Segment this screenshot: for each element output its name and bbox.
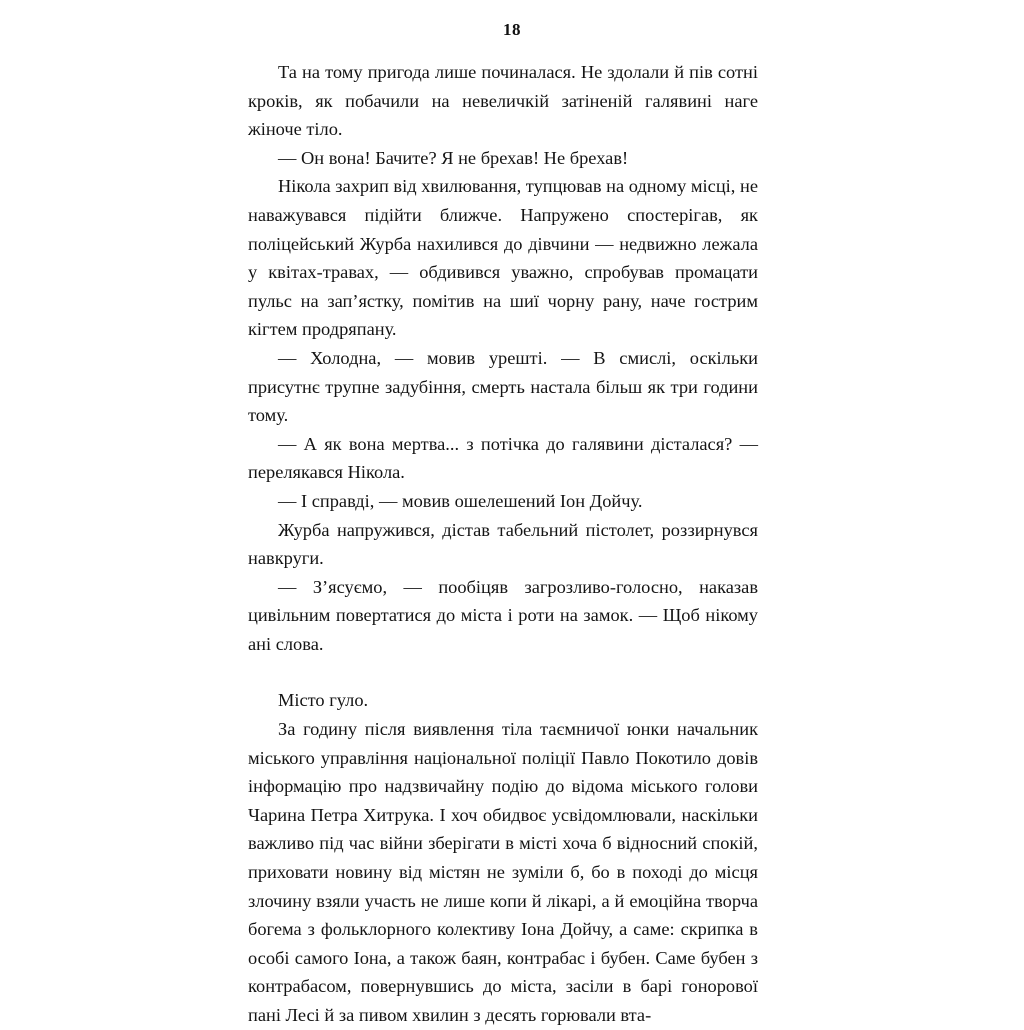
section-break — [248, 658, 758, 686]
page-number: 18 — [503, 20, 521, 39]
paragraph: За годину після виявлення тіла таємничої юнки начальник міського управління національної поліції Павло Покотило довів інформацію про надзвичайну подію до відома міського голови Чарина Петра Хитрука. І хоч обидвоє усвідомлювали, наскільки важливо під час війни зберігати в місті хоча б відносний спокій, приховати новину від містян не зуміли б, бо в поході до місця злочину взяли участь не лише копи й лікарі, а й емоційна творча богема з фольклорного колективу Іона Дойчу, а саме: скрипка в особі самого Іона, а також баян, контрабас і бубен. Саме бубен з контрабасом, повернувшись до міста, засіли в барі гонорової пані Лесі й за пивом хвилин з десять горювали вта- — [248, 719, 758, 1025]
paragraph-dialogue: — Холодна, — мовив урешті. — В смислі, оскільки присутнє трупне задубіння, смерть настала більш як три години тому. — [248, 347, 758, 426]
paragraph-dialogue: — А як вона мертва... з потічка до галявини дісталася? — перелякався Нікола. — [248, 433, 758, 483]
paragraph: Місто гуло. — [278, 690, 369, 711]
paragraph-dialogue: — І справді, — мовив ошелешений Іон Дойчу. — [278, 490, 643, 511]
paragraph: Нікола захрип від хвилювання, тупцював на одному місці, не наважувався підійти ближче. Напружено спостерігав, як поліцейський Журба нахилився до дівчини — недвижно лежала у квітах-травах, — обдивився уважно, спробував промацати пульс на зап’ястку, помітив на шиї чорну рану, наче гострим кігтем продряпану. — [248, 176, 758, 340]
paragraph-dialogue: — З’ясуємо, — пообіцяв загрозливо-голосно, наказав цивільним повертатися до міста і роти на замок. — Щоб нікому ані слова. — [248, 576, 758, 654]
page-text-block — [248, 58, 758, 1030]
paragraph: Журба напружився, дістав табельний пістолет, роззирнувся навкруги. — [248, 519, 758, 569]
paragraph: Та на тому пригода лише починалася. Не здолали й пів сотні кроків, як побачили на невеличкій затіненій галявині наге жіноче тіло. — [248, 62, 758, 140]
paragraph-dialogue: — Он вона! Бачите? Я не брехав! Не брехав! — [278, 147, 629, 168]
